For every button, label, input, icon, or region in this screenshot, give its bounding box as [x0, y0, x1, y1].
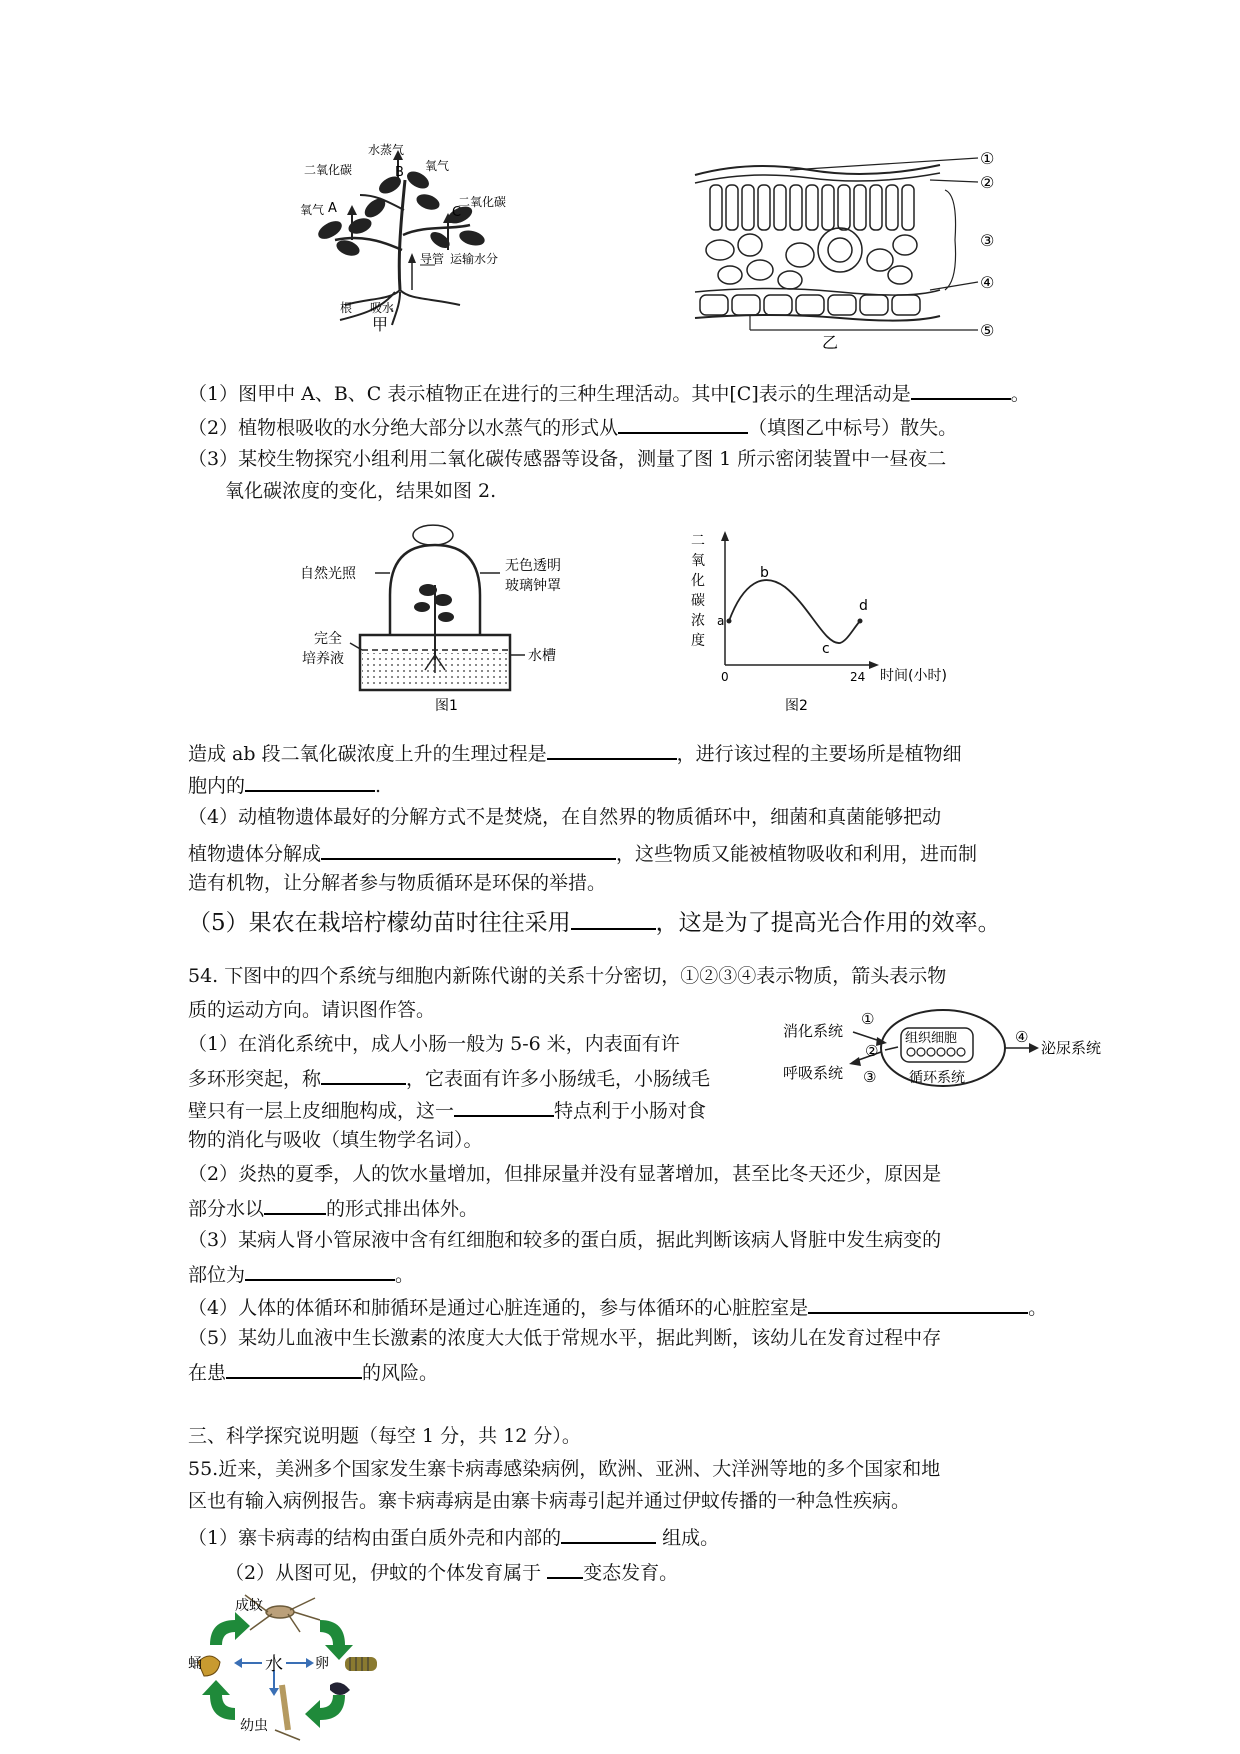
- x-tick-24: 24: [850, 670, 866, 684]
- marker-3: ③: [980, 231, 995, 250]
- point-a: a: [717, 614, 725, 628]
- label-water: 水: [265, 1654, 283, 1675]
- marker-2: ②: [980, 173, 995, 192]
- label-egg: 卵: [315, 1656, 329, 1672]
- marker-54-3: ③: [863, 1068, 877, 1086]
- section-3-title: 三、科学探究说明题（每空 1 分，共 12 分）。: [188, 1425, 581, 1447]
- label-b: B: [395, 165, 404, 180]
- label-complete: 完全: [314, 631, 342, 647]
- q54-p3-line1: （3）某病人肾小管尿液中含有红细胞和较多的蛋白质，据此判断该病人肾脏中发生病变的: [188, 1229, 942, 1251]
- blank-q54-4[interactable]: [808, 1292, 1028, 1314]
- point-b: b: [760, 565, 769, 581]
- figure-1-bell-jar: [300, 525, 600, 715]
- blank-q53-3b[interactable]: [245, 770, 375, 792]
- q54-p1-line3: 壁只有一层上皮细胞构成，这一 特点利于小肠对食: [188, 1095, 706, 1124]
- blank-q54-1b[interactable]: [454, 1095, 554, 1117]
- marker-54-1: ①: [861, 1010, 875, 1028]
- point-d: d: [859, 598, 868, 614]
- label-urinary-system: 泌尿系统: [1041, 1039, 1102, 1057]
- label-root: 根: [340, 301, 353, 315]
- q54-p2-line1: （2）炎热的夏季，人的饮水量增加，但排尿量并没有显著增加，甚至比冬天还少，原因是: [188, 1163, 942, 1185]
- label-oxygen-1: 氧气: [425, 159, 450, 173]
- ylabel-char-5: 度: [691, 633, 705, 649]
- q53-p2: （2）植物根吸收的水分绝大部分以水蒸气的形式从 （填图乙中标号）散失。: [188, 412, 957, 441]
- blank-q53-5[interactable]: [571, 904, 656, 930]
- q53-p3-line2: 氧化碳浓度的变化，结果如图 2.: [225, 480, 497, 502]
- caption-fig2: 图2: [785, 698, 808, 714]
- figure-jia-plant: [300, 140, 540, 335]
- label-transport-water: 运输水分: [450, 252, 499, 266]
- blank-q54-3[interactable]: [245, 1259, 395, 1281]
- q54-p5-line1: （5）某幼儿血液中生长激素的浓度大大低于常规水平，据此判断，该幼儿在发育过程中存: [188, 1327, 942, 1349]
- q54-p1-line1: （1）在消化系统中，成人小肠一般为 5-6 米，内表面有许: [188, 1033, 680, 1055]
- label-respiratory-system: 呼吸系统: [783, 1064, 844, 1082]
- point-c: c: [822, 641, 830, 657]
- q54-p1-line4: 物的消化与吸收（填生物学名词）。: [188, 1129, 483, 1151]
- q55-p1: （1）寨卡病毒的结构由蛋白质外壳和内部的 组成。: [188, 1522, 719, 1551]
- q53-p1: （1）图甲中 A、B、C 表示植物正在进行的三种生理活动。其中[C]表示的生理活动是 。: [188, 378, 1030, 407]
- label-a: A: [328, 201, 337, 216]
- figure-54-systems: [783, 1000, 1133, 1095]
- q54-p5-line2: 在患 的风险。: [188, 1357, 438, 1386]
- label-water-vapor: 水蒸气: [368, 143, 405, 157]
- marker-5: ⑤: [980, 321, 995, 340]
- q54-p1-line2: 多环形突起，称 ，它表面有许多小肠绒毛，小肠绒毛: [188, 1063, 710, 1092]
- label-pupa: 蛹: [188, 1656, 202, 1672]
- caption-yi: 乙: [822, 333, 839, 352]
- ylabel-char-3: 碳: [691, 593, 705, 609]
- figure-yi-leaf-section: [690, 150, 1010, 350]
- ylabel-char-2: 化: [691, 573, 705, 589]
- label-culture-medium: 培养液: [302, 651, 344, 667]
- q53-p5: （5）果农在栽培柠檬幼苗时往往采用 ，这是为了提高光合作用的效率。: [188, 904, 1001, 936]
- label-duct: 导管: [420, 252, 445, 266]
- q54-p3-line2: 部位为 。: [188, 1259, 414, 1288]
- blank-q53-4[interactable]: [321, 838, 616, 860]
- caption-jia: 甲: [372, 315, 389, 334]
- label-absorb-water: 吸水: [370, 301, 395, 315]
- q55-p2: （2）从图可见，伊蚊的个体发育属于 变态发育。: [225, 1557, 678, 1586]
- label-water-tank: 水槽: [528, 648, 556, 664]
- marker-54-4: ④: [1015, 1028, 1029, 1046]
- q53-p4-line2: 植物遗体分解成 ，这些物质又能被植物吸收和利用，进而制: [188, 838, 977, 867]
- q53-p3-line1: （3）某校生物探究小组利用二氧化碳传感器等设备，测量了图 1 所示密闭装置中一昼夜二: [188, 448, 947, 470]
- label-colorless: 无色透明: [505, 558, 561, 574]
- figure-mosquito-life-cycle: [190, 1590, 430, 1750]
- marker-54-2: ②: [865, 1042, 879, 1060]
- x-tick-0: 0: [721, 670, 729, 684]
- label-oxygen-2: 氧气: [300, 203, 325, 217]
- ylabel-char-0: 二: [691, 533, 705, 549]
- q54-p2-line2: 部分水以 的形式排出体外。: [188, 1193, 478, 1222]
- label-c: C: [452, 205, 462, 220]
- ylabel-char-4: 浓: [691, 613, 705, 629]
- q54-p4: （4）人体的体循环和肺循环是通过心脏连通的，参与体循环的心脏腔室是 。: [188, 1292, 1047, 1321]
- label-tissue-cells: 组织细胞: [905, 1031, 958, 1046]
- label-co2-2: 二氧化碳: [458, 195, 507, 209]
- q53-p3-line4: 胞内的 .: [188, 770, 381, 799]
- marker-4: ④: [980, 273, 995, 292]
- label-circulatory-system: 循环系统: [909, 1070, 965, 1086]
- label-bell-jar: 玻璃钟罩: [505, 578, 561, 594]
- blank-q55-1[interactable]: [561, 1522, 656, 1544]
- blank-q54-1a[interactable]: [321, 1063, 406, 1085]
- q53-p4-line1: （4）动植物遗体最好的分解方式不是焚烧，在自然界的物质循环中，细菌和真菌能够把动: [188, 806, 942, 828]
- q54-intro-line2: 质的运动方向。请识图作答。: [188, 999, 436, 1021]
- blank-q53-1[interactable]: [911, 378, 1011, 400]
- q55-line1: 55.近来，美洲多个国家发生寨卡病毒感染病例，欧洲、亚洲、大洋洲等地的多个国家和地: [188, 1458, 941, 1480]
- q55-line2: 区也有输入病例报告。寨卡病毒病是由寨卡病毒引起并通过伊蚊传播的一种急性疾病。: [188, 1490, 911, 1512]
- label-adult-mosquito: 成蚊: [235, 1598, 263, 1614]
- label-co2-1: 二氧化碳: [304, 163, 353, 177]
- blank-q55-2[interactable]: [547, 1557, 583, 1579]
- label-natural-light: 自然光照: [300, 566, 356, 582]
- label-larva: 幼虫: [240, 1718, 268, 1734]
- x-axis-label: 时间(小时): [880, 668, 947, 684]
- caption-fig1: 图1: [435, 698, 458, 714]
- blank-q53-3a[interactable]: [547, 738, 677, 760]
- figure-2-co2-curve: [685, 525, 985, 715]
- label-digestive-system: 消化系统: [783, 1022, 844, 1040]
- blank-q53-2[interactable]: [618, 412, 748, 434]
- blank-q54-2[interactable]: [264, 1193, 326, 1215]
- q54-intro-line1: 54. 下图中的四个系统与细胞内新陈代谢的关系十分密切，①②③④表示物质，箭头表示物: [188, 965, 947, 987]
- marker-1: ①: [980, 149, 995, 168]
- ylabel-char-1: 氧: [691, 553, 705, 569]
- q53-p3-line3: 造成 ab 段二氧化碳浓度上升的生理过程是 ，进行该过程的主要场所是植物细: [188, 738, 962, 767]
- blank-q54-5[interactable]: [226, 1357, 362, 1379]
- q53-p4-line3: 造有机物，让分解者参与物质循环是环保的举措。: [188, 872, 607, 894]
